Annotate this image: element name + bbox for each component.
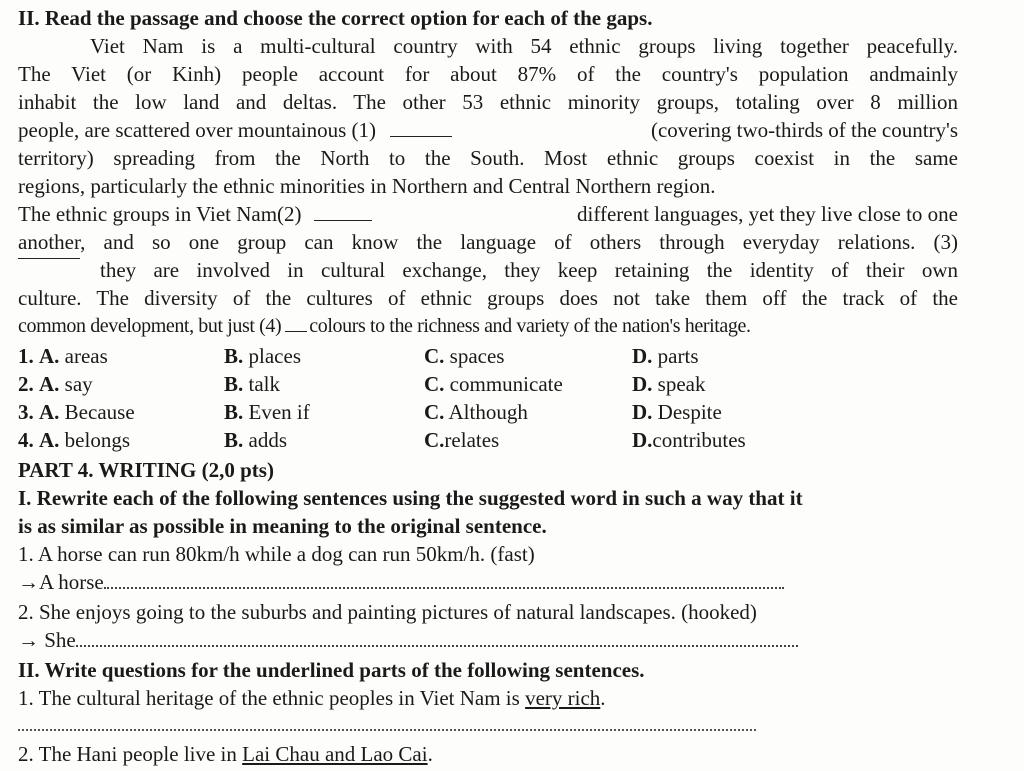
underlined-part-1: very rich xyxy=(525,686,601,710)
question-answer-line-1[interactable] xyxy=(18,729,756,731)
option-3b[interactable]: B. Even if xyxy=(224,400,310,424)
rewrite-sentence-2: 2. She enjoys going to the suburbs and painting pictures of natural landscapes. (hooked) xyxy=(18,600,757,624)
option-4d[interactable]: D.contributes xyxy=(632,428,746,452)
option-2c[interactable]: C. communicate xyxy=(424,372,563,396)
option-1c[interactable]: C. spaces xyxy=(424,344,505,368)
answer-1-line[interactable] xyxy=(104,586,784,589)
gap-4-blank[interactable] xyxy=(285,330,307,332)
option-4b[interactable]: B. adds xyxy=(224,428,288,452)
passage-line-9: they are involved in cultural exchange, they keep retaining the identity of their own xyxy=(18,257,958,283)
option-4c[interactable]: C.relates xyxy=(424,428,500,452)
rewrite-answer-1: →A horse xyxy=(18,569,784,595)
passage-line-8: another, and so one group can know the language of others through everyday relations. (3) xyxy=(18,230,958,254)
passage-line-7: The ethnic groups in Viet Nam(2) different languages, yet they live close to one xyxy=(18,202,958,226)
rewrite-sentence-1: 1. A horse can run 80km/h while a dog can run 50km/h. (fast) xyxy=(18,542,535,566)
passage-line-11: common development, but just (4) colours to the richness and variety of the nation's heritage. xyxy=(18,315,751,337)
gap-3-blank[interactable] xyxy=(18,257,80,259)
gap-1-blank[interactable] xyxy=(390,135,452,137)
option-4a[interactable]: 4. A. belongs xyxy=(18,428,130,452)
answer-2-line[interactable] xyxy=(76,644,798,647)
option-1b[interactable]: B. places xyxy=(224,344,301,368)
section-title: II. Read the passage and choose the correct option for each of the gaps. xyxy=(18,6,653,30)
rewrite-title-2: is as similar as possible in meaning to the original sentence. xyxy=(18,514,547,538)
option-1d[interactable]: D. parts xyxy=(632,344,699,368)
option-3d[interactable]: D. Despite xyxy=(632,400,722,424)
option-2d[interactable]: D. speak xyxy=(632,372,706,396)
passage-line-10: culture. The diversity of the cultures of ethnic groups does not take them off the track of the xyxy=(18,286,958,310)
option-2a[interactable]: 2. A. say xyxy=(18,372,93,396)
passage-line-1: Viet Nam is a multi-cultural country with 54 ethnic groups living together peacefully. xyxy=(90,34,958,58)
passage-line-5: territory) spreading from the North to the South. Most ethnic groups coexist in the same xyxy=(18,146,958,170)
rewrite-title-1: I. Rewrite each of the following sentences using the suggested word in such a way that it xyxy=(18,486,803,510)
part-4-heading: PART 4. WRITING (2,0 pts) xyxy=(18,458,274,482)
option-1a[interactable]: 1. A. areas xyxy=(18,344,108,368)
option-3a[interactable]: 3. A. Because xyxy=(18,400,135,424)
question-sentence-1: 1. The cultural heritage of the ethnic peoples in Viet Nam is very rich. xyxy=(18,686,606,710)
passage-line-4: people, are scattered over mountainous (1) (covering two-thirds of the country's xyxy=(18,118,958,142)
passage-line-6: regions, particularly the ethnic minorities in Northern and Central Northern region. xyxy=(18,174,716,198)
question-sentence-2: 2. The Hani people live in Lai Chau and Lao Cai. xyxy=(18,742,433,766)
passage-line-3: inhabit the low land and deltas. The other 53 ethnic minority groups, totaling over 8 million xyxy=(18,90,958,114)
gap-2-blank[interactable] xyxy=(314,219,372,221)
option-3c[interactable]: C. Although xyxy=(424,400,528,424)
option-2b[interactable]: B. talk xyxy=(224,372,281,396)
rewrite-answer-2: → She xyxy=(18,627,798,653)
underlined-part-2: Lai Chau and Lao Cai xyxy=(242,742,428,766)
passage-line-2: The Viet (or Kinh) people account for about 87% of the country's population andmainly xyxy=(18,62,958,86)
questions-title: II. Write questions for the underlined parts of the following sentences. xyxy=(18,658,645,682)
